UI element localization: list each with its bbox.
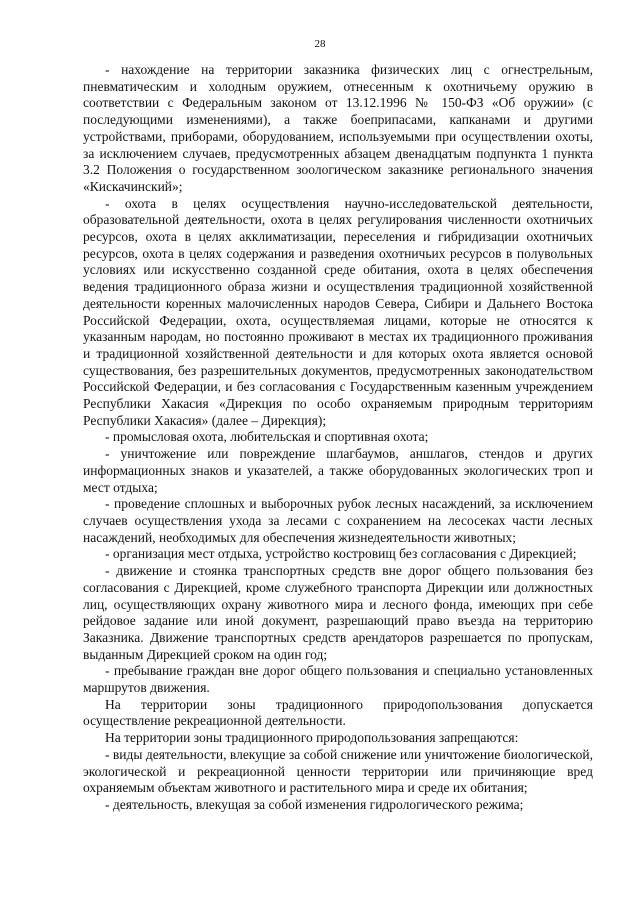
paragraph-value-reduction: - виды деятельности, влекущие за собой снижение или уничтожение биологической, экологической и рекреационной ценности территории или причиняющие вред охраняемым объектам животного и растительного мира и среде их обитания; [83,746,593,796]
paragraph-vehicles: - движение и стоянка транспортных средств вне дорог общего пользования без согласования с Дирекцией, кроме служебного транспорта Дирекции или должностных лиц, осуществляющих охрану животного мира и лесного фонда, имеющих при себе рейдовое задание или иной документ, разрешающий право въезда на территорию Заказника. Движение транспортных средств арендаторов разрешается по пропускам, выданным Дирекцией сроком на один год; [83,563,593,662]
paragraph-traditional-zone-prohibited: На территории зоны традиционного природопользования запрещаются: [105,730,519,746]
paragraph-rest-places: - организация мест отдыха, устройство кострoвищ без согласования с Дирекцией; [105,546,577,562]
paragraph-hydrology: - деятельность, влекущая за собой изменения гидрологического режима; [105,796,524,812]
paragraph-weapons-prohibition: - нахождение на территории заказника физических лиц с огнестрельным, пневматическим и холодным оружием, отнесенным к охотничьему оружию в соответствии с Федеральным законом от 13.12.1996 № 150-ФЗ «Об оружии» (с последующими изменениями), а также боеприпасами, капканами и другими устройствами, приборами, оборудованием, используемыми при осуществлении охоты, за исключением случаев, предусмотренных абзацем двенадцатым подпункта 1 пункта 3.2 Положения о государственном зоологическом заказнике регионального значения «Кискачинский»; [83,62,593,194]
document-body [83,62,593,814]
paragraph-logging: - проведение сплошных и выборочных рубок лесных насаждений, за исключением случаев осуществления ухода за лесами с сохранением на лесосеках части лесных насаждений, необходимых для обеспечения жизнедеятельности животных; [83,496,593,545]
page-number: 28 [314,38,326,50]
paragraph-signs-damage: - уничтожение или повреждение шлагбаумов, аншлагов, стендов и других информационных знаков и указателей, а также оборудованных экологических троп и мест отдыха; [83,446,593,495]
paragraph-hunting-purposes: - охота в целях осуществления научно-исследовательской деятельности, образовательной деятельности, охота в целях регулирования численности охотничьих ресурсов, охота в целях акклиматизации, переселения и гибридизации охотничьих ресурсов, охота в целях содержания и разведения охотничьих ресурсов в полувольных условиях или искусственно созданной среде обитания, охота в целях обеспечения ведения традиционного образа жизни и осуществления традиционной хозяйственной деятельности коренных малочисленных народов Севера, Сибири и Дальнего Востока Российской Федерации, охота, осуществляемая лицами, которые не относятся к указанным народам, но постоянно проживают в местах их традиционного проживания и традиционной хозяйственной деятельности и для которых охота является основой существования, без разрешительных документов, предусмотренных законодательством Российской Федерации, и без согласования с Государственным казенным учреждением Республики Хакасия «Дирекция по особо охраняемым природным территориям Республики Хакасия» (далее – Дирекция); [83,195,593,428]
paragraph-commercial-hunting: - промысловая охота, любительская и спортивная охота; [105,429,429,445]
paragraph-recreation-allowed: На территории зоны традиционного природопользования допускается осуществление рекреационной деятельности. [83,696,593,729]
paragraph-off-route-stay: - пребывание граждан вне дорог общего пользования и специально установленных маршрутов движения. [83,663,593,696]
